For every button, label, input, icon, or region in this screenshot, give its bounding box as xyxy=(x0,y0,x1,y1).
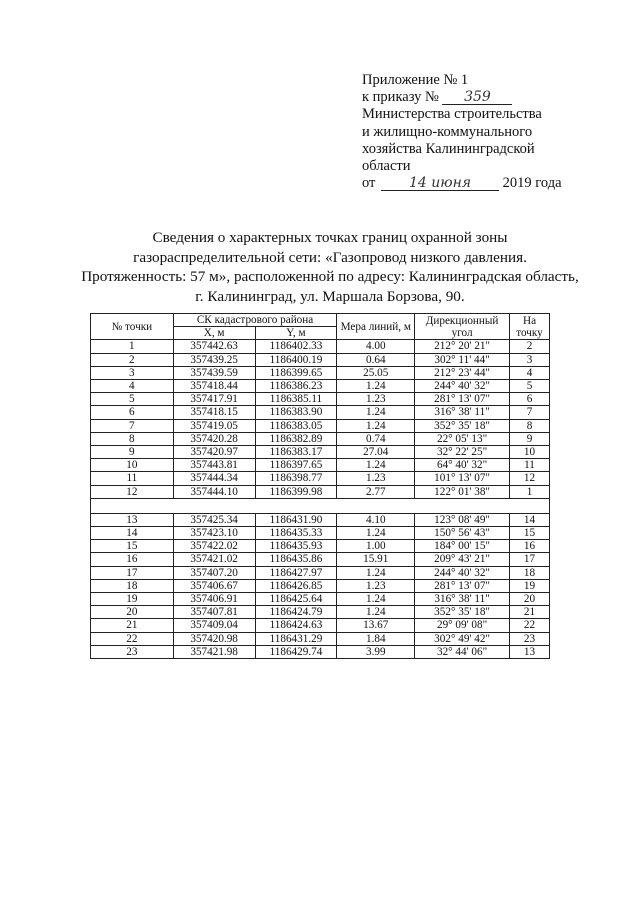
title-line-1: Сведения о характерных точках границ охранной зоны xyxy=(152,229,508,246)
cell-x: 357417.91 xyxy=(173,393,255,406)
cell-to-point: 4 xyxy=(510,366,550,379)
cell-point: 23 xyxy=(91,645,174,658)
cell-bearing: 22° 05' 13" xyxy=(415,432,510,445)
cell-length: 1.24 xyxy=(337,419,415,432)
cell-point: 5 xyxy=(91,393,174,406)
cell-to-point: 21 xyxy=(510,606,550,619)
cell-length: 27.04 xyxy=(337,446,415,459)
cell-bearing: 150° 56' 43" xyxy=(415,527,510,540)
cell-length: 4.10 xyxy=(337,513,415,526)
cell-length: 1.24 xyxy=(337,459,415,472)
table-row xyxy=(91,340,550,353)
cell-to-point: 11 xyxy=(510,459,550,472)
cell-to-point: 16 xyxy=(510,540,550,553)
cell-y: 1186402.33 xyxy=(255,340,337,353)
ministry-line-1: Министерства строительства xyxy=(362,106,542,123)
title-line-4: г. Калининград, ул. Маршала Борзова, 90. xyxy=(195,287,465,305)
cell-bearing: 209° 43' 21" xyxy=(415,553,510,566)
cell-to-point: 1 xyxy=(510,485,550,498)
cell-point: 1 xyxy=(91,340,174,353)
cell-to-point: 5 xyxy=(510,380,550,393)
cell-y: 1186425.64 xyxy=(255,593,337,606)
table-row xyxy=(91,527,550,540)
cell-x: 357423.10 xyxy=(173,527,255,540)
cell-bearing: 64° 40' 32" xyxy=(415,459,510,472)
cell-point: 16 xyxy=(91,553,174,566)
table-row xyxy=(91,540,550,553)
date-prefix: от xyxy=(362,175,376,192)
cell-x: 357439.59 xyxy=(173,366,255,379)
cell-length: 25.05 xyxy=(337,366,415,379)
cell-bearing: 32° 22' 25" xyxy=(415,446,510,459)
cell-length: 1.24 xyxy=(337,380,415,393)
date-suffix: 2019 года xyxy=(502,175,562,192)
cell-y: 1186382.89 xyxy=(255,432,337,445)
separator-row xyxy=(91,498,550,513)
table-row xyxy=(91,632,550,645)
cell-point: 20 xyxy=(91,606,174,619)
cell-point: 12 xyxy=(91,485,174,498)
table-row xyxy=(91,353,550,366)
cell-length: 0.74 xyxy=(337,432,415,445)
title-line-3: Протяженность: 57 м», расположенной по адресу: Калининградская область, xyxy=(81,268,579,285)
cell-point: 8 xyxy=(91,432,174,445)
cell-bearing: 212° 20' 21" xyxy=(415,340,510,353)
cell-y: 1186435.33 xyxy=(255,527,337,540)
points-table xyxy=(90,313,550,659)
cell-to-point: 13 xyxy=(510,645,550,658)
cell-bearing: 122° 01' 38" xyxy=(415,485,510,498)
separator-cell xyxy=(91,498,550,513)
date-field xyxy=(381,176,499,191)
cell-length: 3.99 xyxy=(337,645,415,658)
cell-length: 4.00 xyxy=(337,340,415,353)
cell-y: 1186399.98 xyxy=(255,485,337,498)
cell-point: 6 xyxy=(91,406,174,419)
cell-y: 1186397.65 xyxy=(255,459,337,472)
appendix-block xyxy=(362,72,622,192)
table-row xyxy=(91,446,550,459)
table-row xyxy=(91,432,550,445)
cell-to-point: 6 xyxy=(510,393,550,406)
cell-bearing: 281° 13' 07" xyxy=(415,393,510,406)
cell-length: 1.24 xyxy=(337,566,415,579)
cell-x: 357407.20 xyxy=(173,566,255,579)
cell-bearing: 244° 40' 32" xyxy=(415,380,510,393)
cell-x: 357444.10 xyxy=(173,485,255,498)
cell-x: 357420.97 xyxy=(173,446,255,459)
cell-x: 357420.28 xyxy=(173,432,255,445)
table-row xyxy=(91,645,550,658)
cell-y: 1186431.90 xyxy=(255,513,337,526)
cell-length: 1.24 xyxy=(337,406,415,419)
cell-x: 357444.34 xyxy=(173,472,255,485)
cell-to-point: 7 xyxy=(510,406,550,419)
cell-y: 1186385.11 xyxy=(255,393,337,406)
title-line-2: газораспределительной сети: «Газопровод низкого давления. xyxy=(133,248,527,266)
cell-length: 1.23 xyxy=(337,393,415,406)
table-row xyxy=(91,606,550,619)
table-row xyxy=(91,406,550,419)
cell-x: 357407.81 xyxy=(173,606,255,619)
table-row xyxy=(91,366,550,379)
cell-x: 357425.34 xyxy=(173,513,255,526)
cell-x: 357406.91 xyxy=(173,593,255,606)
cell-point: 4 xyxy=(91,380,174,393)
cell-x: 357421.98 xyxy=(173,645,255,658)
cell-to-point: 10 xyxy=(510,446,550,459)
document-title xyxy=(60,228,600,306)
cell-y: 1186435.93 xyxy=(255,540,337,553)
cell-length: 2.77 xyxy=(337,485,415,498)
cell-x: 357418.44 xyxy=(173,380,255,393)
table-row xyxy=(91,513,550,526)
cell-point: 21 xyxy=(91,619,174,632)
cell-y: 1186386.23 xyxy=(255,380,337,393)
cell-x: 357406.67 xyxy=(173,579,255,592)
points-table-body xyxy=(91,340,550,659)
cell-y: 1186424.63 xyxy=(255,619,337,632)
cell-bearing: 352° 35' 18" xyxy=(415,606,510,619)
table-row xyxy=(91,553,550,566)
cell-bearing: 29° 09' 08" xyxy=(415,619,510,632)
cell-x: 357442.63 xyxy=(173,340,255,353)
table-row xyxy=(91,472,550,485)
cell-x: 357439.25 xyxy=(173,353,255,366)
cell-bearing: 212° 23' 44" xyxy=(415,366,510,379)
cell-length: 1.23 xyxy=(337,579,415,592)
table-row xyxy=(91,593,550,606)
cell-to-point: 22 xyxy=(510,619,550,632)
header-point: № точки xyxy=(91,314,174,340)
appendix-title: Приложение № 1 xyxy=(362,72,469,88)
order-line xyxy=(362,89,622,106)
cell-bearing: 123° 08' 49" xyxy=(415,513,510,526)
cell-bearing: 184° 00' 15" xyxy=(415,540,510,553)
table-row xyxy=(91,393,550,406)
table-row xyxy=(91,419,550,432)
header-length: Мера линий, м xyxy=(337,314,415,340)
cell-length: 1.24 xyxy=(337,606,415,619)
cell-x: 357421.02 xyxy=(173,553,255,566)
cell-bearing: 316° 38' 11" xyxy=(415,593,510,606)
cell-point: 18 xyxy=(91,579,174,592)
order-prefix: к приказу № xyxy=(362,89,439,106)
header-x: X, м xyxy=(173,327,255,340)
cell-to-point: 23 xyxy=(510,632,550,645)
cell-point: 13 xyxy=(91,513,174,526)
cell-to-point: 12 xyxy=(510,472,550,485)
cell-to-point: 9 xyxy=(510,432,550,445)
cell-x: 357419.05 xyxy=(173,419,255,432)
cell-x: 357420.98 xyxy=(173,632,255,645)
header-bearing: Дирекционный угол xyxy=(415,314,510,340)
cell-to-point: 2 xyxy=(510,340,550,353)
cell-y: 1186398.77 xyxy=(255,472,337,485)
ministry-line-4: области xyxy=(362,158,411,175)
cell-length: 13.67 xyxy=(337,619,415,632)
cell-y: 1186424.79 xyxy=(255,606,337,619)
cell-point: 11 xyxy=(91,472,174,485)
cell-to-point: 8 xyxy=(510,419,550,432)
table-row xyxy=(91,380,550,393)
cell-to-point: 17 xyxy=(510,553,550,566)
table-row xyxy=(91,459,550,472)
cell-to-point: 3 xyxy=(510,353,550,366)
cell-point: 22 xyxy=(91,632,174,645)
cell-point: 19 xyxy=(91,593,174,606)
cell-bearing: 352° 35' 18" xyxy=(415,419,510,432)
ministry-line-3: хозяйства Калининградской xyxy=(362,140,535,157)
cell-x: 357418.15 xyxy=(173,406,255,419)
table-row xyxy=(91,619,550,632)
cell-x: 357422.02 xyxy=(173,540,255,553)
cell-to-point: 19 xyxy=(510,579,550,592)
order-number-field xyxy=(442,90,512,105)
cell-y: 1186435.86 xyxy=(255,553,337,566)
cell-point: 3 xyxy=(91,366,174,379)
cell-to-point: 15 xyxy=(510,527,550,540)
cell-point: 7 xyxy=(91,419,174,432)
cell-bearing: 101° 13' 07" xyxy=(415,472,510,485)
cell-point: 15 xyxy=(91,540,174,553)
cell-point: 14 xyxy=(91,527,174,540)
cell-y: 1186429.74 xyxy=(255,645,337,658)
header-to-point: На точку xyxy=(510,314,550,340)
cell-y: 1186383.05 xyxy=(255,419,337,432)
table-row xyxy=(91,579,550,592)
cell-length: 1.24 xyxy=(337,527,415,540)
cell-point: 10 xyxy=(91,459,174,472)
cell-to-point: 14 xyxy=(510,513,550,526)
cell-y: 1186427.97 xyxy=(255,566,337,579)
cell-length: 0.64 xyxy=(337,353,415,366)
cell-y: 1186400.19 xyxy=(255,353,337,366)
cell-y: 1186426.85 xyxy=(255,579,337,592)
cell-point: 17 xyxy=(91,566,174,579)
cell-bearing: 316° 38' 11" xyxy=(415,406,510,419)
header-y: Y, м xyxy=(255,327,337,340)
ministry-line-2: и жилищно-коммунального xyxy=(362,123,533,140)
cell-bearing: 32° 44' 06" xyxy=(415,645,510,658)
cell-bearing: 281° 13' 07" xyxy=(415,579,510,592)
cell-length: 1.84 xyxy=(337,632,415,645)
order-number-handwritten: 359 xyxy=(464,89,491,106)
cell-y: 1186431.29 xyxy=(255,632,337,645)
cell-bearing: 244° 40' 32" xyxy=(415,566,510,579)
cell-point: 9 xyxy=(91,446,174,459)
cell-length: 1.23 xyxy=(337,472,415,485)
table-row xyxy=(91,566,550,579)
cell-bearing: 302° 11' 44" xyxy=(415,353,510,366)
cell-length: 1.00 xyxy=(337,540,415,553)
cell-to-point: 20 xyxy=(510,593,550,606)
cell-y: 1186399.65 xyxy=(255,366,337,379)
cell-y: 1186383.17 xyxy=(255,446,337,459)
date-handwritten: 14 июня xyxy=(408,175,472,192)
date-line xyxy=(362,175,622,192)
cell-length: 15.91 xyxy=(337,553,415,566)
table-row xyxy=(91,485,550,498)
cell-to-point: 18 xyxy=(510,566,550,579)
cell-point: 2 xyxy=(91,353,174,366)
cell-length: 1.24 xyxy=(337,593,415,606)
cell-x: 357409.04 xyxy=(173,619,255,632)
cell-bearing: 302° 49' 42" xyxy=(415,632,510,645)
cell-x: 357443.81 xyxy=(173,459,255,472)
cell-y: 1186383.90 xyxy=(255,406,337,419)
header-ck: СК кадастрового района xyxy=(173,314,337,327)
